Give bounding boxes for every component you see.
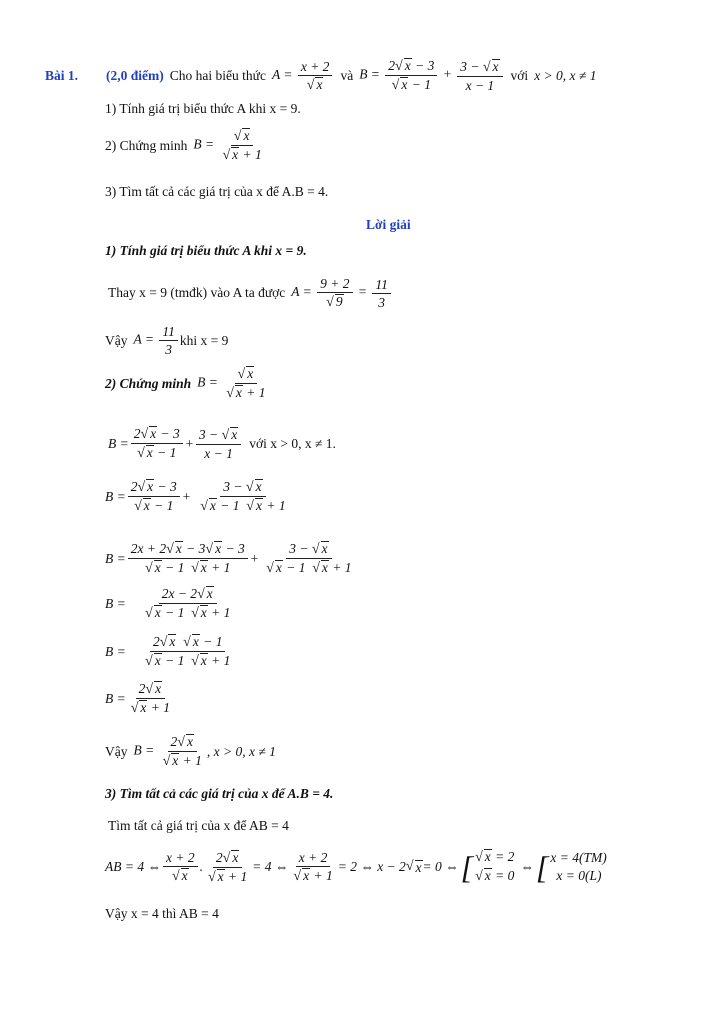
solution-l: x = 0(L) [556, 868, 602, 883]
solution-1-conclusion [105, 324, 228, 357]
solution-3-equation: AB = 4 ⇔ $\frac{x + 2}{√ x}$ . $\frac{2√ x}{√ x + 1}$ = 4 ⇔ $\frac{x + 2}{√ x + 1}$ = 2 ⇔ x − 2 √ x = 0 ⇔ [ √ x = 2 √ x = 0 ⇔ [ x = 4(TM) x = 0(L) [105, 849, 607, 885]
conclusion-1-prefix: Vậy [105, 332, 128, 348]
formula-B: B = $\frac{2√ x - 3}{√ x - 1}$ + $\frac{3 - √ x}{x - 1}$ [359, 58, 504, 93]
solution-1-step [108, 276, 393, 310]
solution-2-title-text: 2) Chứng minh [105, 375, 192, 391]
solution-1-formula: A = $\frac{9 + 2}{√ 9}$ = $\frac{11}{3}$ [291, 276, 393, 310]
solution-1-title [105, 243, 307, 259]
question-1-text: 1) Tính giá trị biểu thức A khi x = 9. [105, 101, 301, 116]
solution-3-step-text: Tìm tất cả giá trị của x để AB = 4 [108, 818, 289, 833]
conclusion-2-prefix: Vậy [105, 743, 128, 759]
step-b1-condition: với x > 0, x ≠ 1. [249, 435, 336, 451]
problem-label: Bài 1. [45, 67, 79, 83]
step-b4: B = $\frac{2x - 2√ x}{√ x - 1 √ x + 1}$ [105, 586, 231, 621]
problem-header [45, 58, 596, 93]
conclusion-2-condition: , x > 0, x ≠ 1 [206, 743, 276, 759]
solution-tm: x = 4(TM) [550, 850, 607, 865]
question-1 [105, 101, 301, 117]
solution-1-step-text: Thay x = 9 (tmđk) vào A ta được [108, 285, 286, 300]
conclusion-3-text: Vậy x = 4 thì AB = 4 [105, 906, 219, 921]
solution-1-title-text: 1) Tính giá trị biểu thức A khi x = 9. [105, 243, 307, 258]
step-b3: B = $\frac{2x + 2√ x - 3√ x - 3}{√ x - 1 √ x + 1}$ + $\frac{3 - √ x}{√ x - 1 √ x + 1}$ [105, 541, 352, 576]
solution-3-title [105, 786, 333, 802]
conclusion-1-formula: A = $\frac{11}{3}$ [134, 324, 180, 357]
solution-2-title-formula: B = $\frac{√ x}{√ x + 1}$ [197, 366, 266, 401]
solution-3-conclusion [105, 906, 219, 922]
conclusion-2-formula: B = $\frac{2√ x}{√ x + 1}$ [133, 734, 202, 769]
solution-title-text: Lời giải [366, 217, 411, 232]
problem-points: (2,0 điểm) [106, 67, 164, 83]
formula-A: A = $\frac{x + 2}{√ x}$ [272, 59, 334, 93]
solution-2-conclusion [105, 734, 276, 769]
question-2-text: 2) Chứng minh [105, 137, 188, 153]
step-b1: B = $\frac{2√ x - 3}{√ x - 1}$ + $\frac{3 - √ x}{x - 1}$ với x > 0, x ≠ 1. [108, 426, 336, 461]
header-condition: x > 0, x ≠ 1 [534, 67, 597, 83]
step-b2: B = $\frac{2√ x - 3}{√ x - 1}$ + $\frac{3 - √ x}{√ x - 1 √ x + 1}$ [105, 479, 286, 514]
with-word: với [510, 67, 529, 83]
question-3-text: 3) Tìm tất cả các giá trị của x để A.B = 4. [105, 184, 329, 199]
solution-3-title-text: 3) Tìm tất cả các giá trị của x để A.B = 4. [105, 786, 334, 801]
conclusion-1-suffix: khi x = 9 [179, 332, 229, 348]
step-b5: B = $\frac{2√ x √ x - 1}{√ x - 1 √ x + 1}$ [105, 634, 231, 669]
question-2 [105, 128, 267, 163]
and-word: và [340, 67, 354, 83]
solution-title [366, 217, 411, 233]
question-2-formula: B = $\frac{√ x}{√ x + 1}$ [193, 128, 262, 163]
question-3 [105, 184, 328, 200]
problem-intro: Cho hai biểu thức [169, 67, 266, 83]
solution-2-title [105, 366, 271, 401]
step-b6: B = $\frac{2√ x}{√ x + 1}$ [105, 681, 171, 716]
solution-3-step [108, 818, 289, 834]
